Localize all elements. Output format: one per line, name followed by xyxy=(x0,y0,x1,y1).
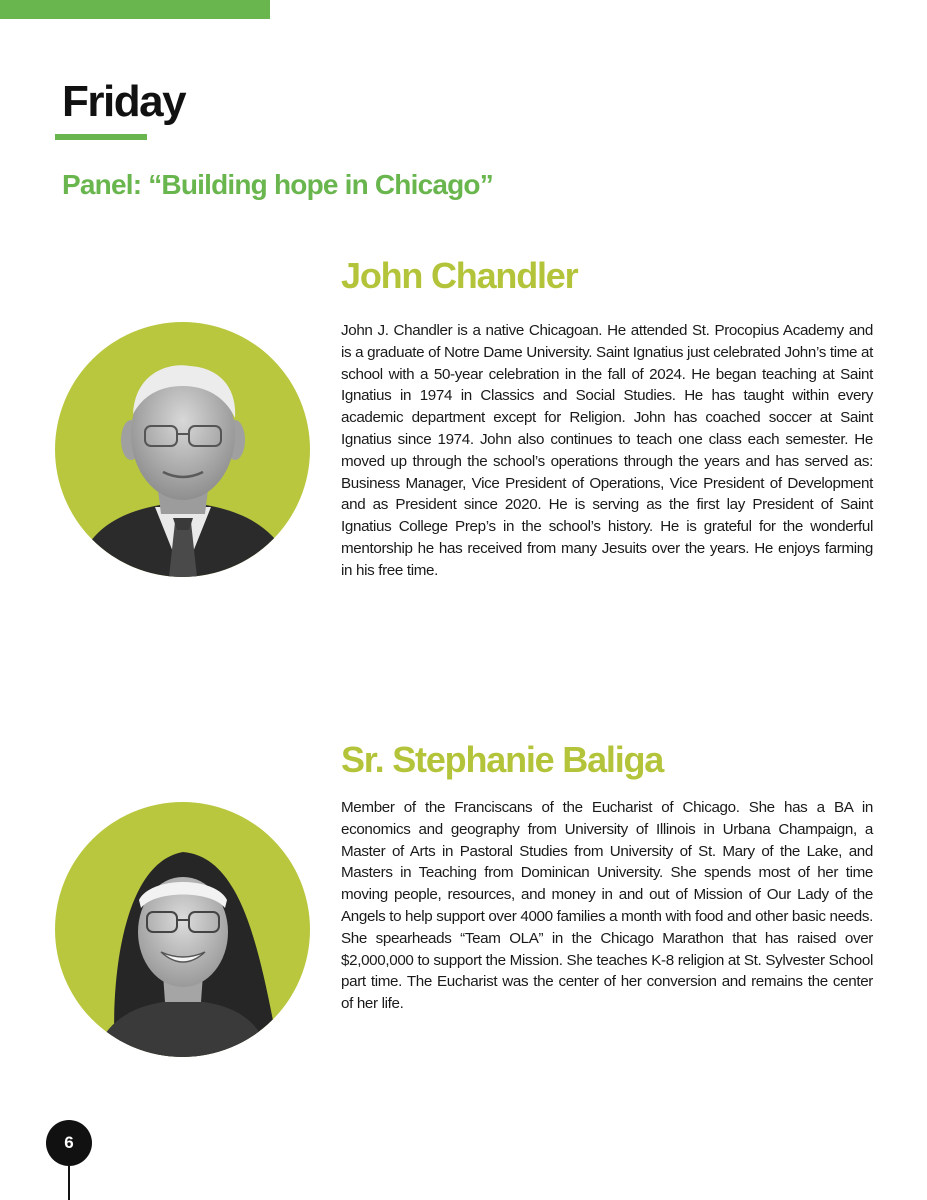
portrait-john-chandler xyxy=(55,322,310,577)
speaker-bio: John J. Chandler is a native Chicagoan. He attended St. Procopius Academy and is a graduate of Notre Dame University. Saint Ignatius just celebrated John’s time at school with a 50-year celebration in the fall of 2024. He began teaching at Saint Ignatius in 1974 in Classics and Social Studies. He has taught within every academic department except for Religion. John has coached soccer at Saint Ignatius since 1974. John also continues to teach one class each semester. He moved up through the school’s operations through the years and has served as: Business Manager, Vice President of Operations, Vice President of Development and as President since 2020. He is serving as the first lay President of Saint Ignatius College Prep’s in the school’s history. He is grateful for the wonderful mentorship he has received from many Jesuits over the years. He enjoys farming in his free time. xyxy=(341,322,873,579)
man-portrait-icon xyxy=(55,322,310,577)
title-underline xyxy=(55,134,147,140)
page-number: 6 xyxy=(46,1120,92,1166)
page-title: Friday xyxy=(62,77,186,126)
portrait-stephanie-baliga xyxy=(55,802,310,1057)
speaker-name: Sr. Stephanie Baliga xyxy=(341,739,664,780)
page-number-stem xyxy=(68,1166,70,1200)
top-accent-bar xyxy=(0,0,270,19)
woman-portrait-icon xyxy=(55,802,310,1057)
panel-heading: Panel: “Building hope in Chicago” xyxy=(62,169,493,200)
speaker-bio: Member of the Franciscans of the Eucharist of Chicago. She has a BA in economics and geography from University of Illinois in Urbana Champaign, a Master of Arts in Pastoral Studies from University of St. Mary of the Lake, and Masters in Teaching from Dominican University. She spends most of her time moving people, resources, and money in and out of Mission of Our Lady of the Angels to help support over 4000 families a month with food and other basic needs. She spearheads “Team OLA” in the Chicago Marathon that has raised over $2,000,000 to support the Mission. She teaches K-8 religion at St. Sylvester School part time. The Eucharist was the center of her conversion and remains the center of her life. xyxy=(341,799,873,1013)
speaker-name: John Chandler xyxy=(341,255,578,296)
